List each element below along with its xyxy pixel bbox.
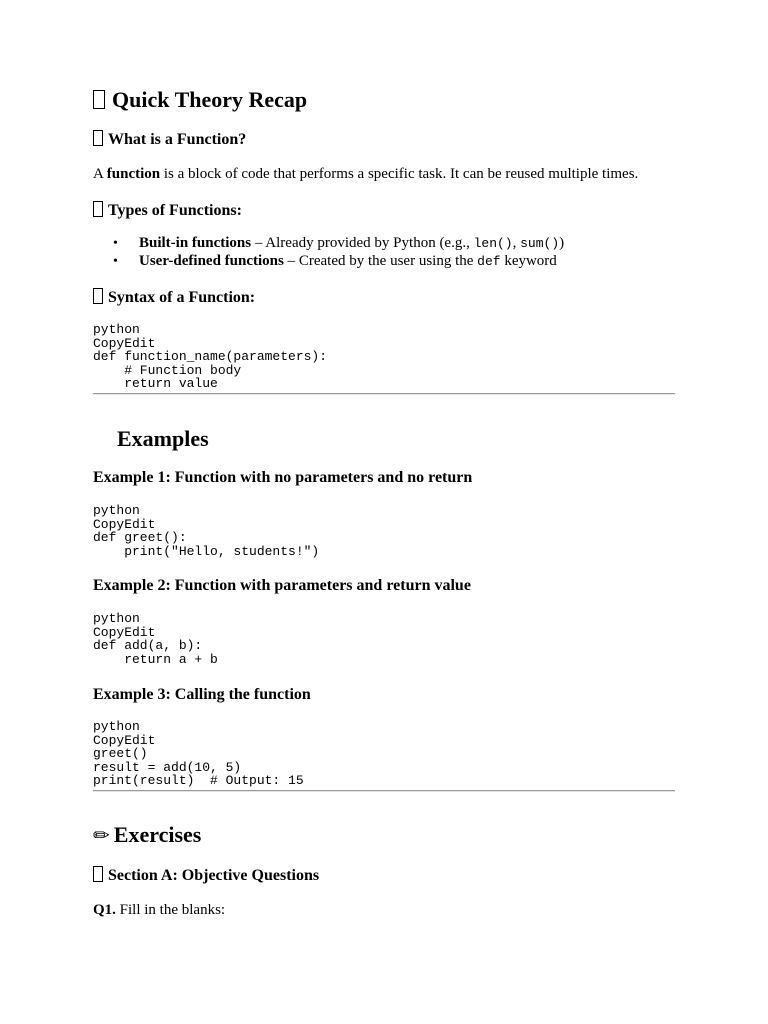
types-heading: Types of Functions: (93, 201, 242, 220)
what-is-function-heading: What is a Function? (93, 130, 246, 149)
question-label: Q1. (93, 902, 116, 918)
divider (93, 790, 675, 792)
missing-glyph-icon (93, 201, 103, 217)
example-1-heading: Example 1: Function with no parameters and no return (93, 469, 473, 486)
pencil-icon: ✏ (93, 823, 110, 847)
exercises-heading: ✏ Exercises (93, 822, 202, 847)
missing-glyph-icon (93, 130, 103, 146)
function-definition: A function is a block of code that performs a specific task. It can be reused multiple times. (93, 166, 639, 182)
syntax-heading: Syntax of a Function: (93, 288, 255, 307)
types-list (93, 235, 564, 270)
syntax-code-block: python CopyEdit def function_name(parameters): # Function body return value (93, 322, 328, 392)
list-item: • Built-in functions – Already provided by Python (e.g., len(), sum()) (93, 235, 564, 253)
missing-glyph-icon (93, 90, 105, 109)
example-2-heading: Example 2: Function with parameters and return value (93, 577, 471, 594)
function-term: function (106, 166, 161, 182)
list-item: • User-defined functions – Created by the user using the def keyword (93, 253, 564, 271)
example-3-code: python CopyEdit greet() result = add(10, 5) print(result) # Output: 15 (93, 719, 304, 789)
section-a-heading: Section A: Objective Questions (93, 866, 319, 885)
question-1: Q1. Fill in the blanks: (93, 902, 226, 918)
example-1-code: python CopyEdit def greet(): print("Hello, students!") (93, 503, 320, 559)
missing-glyph-icon (93, 866, 103, 882)
example-2-code: python CopyEdit def add(a, b): return a + b (93, 611, 218, 667)
missing-glyph-icon (93, 288, 103, 304)
divider (93, 393, 675, 395)
example-3-heading: Example 3: Calling the function (93, 686, 311, 703)
examples-heading: Examples (117, 426, 209, 451)
recap-heading: Quick Theory Recap (93, 87, 307, 113)
